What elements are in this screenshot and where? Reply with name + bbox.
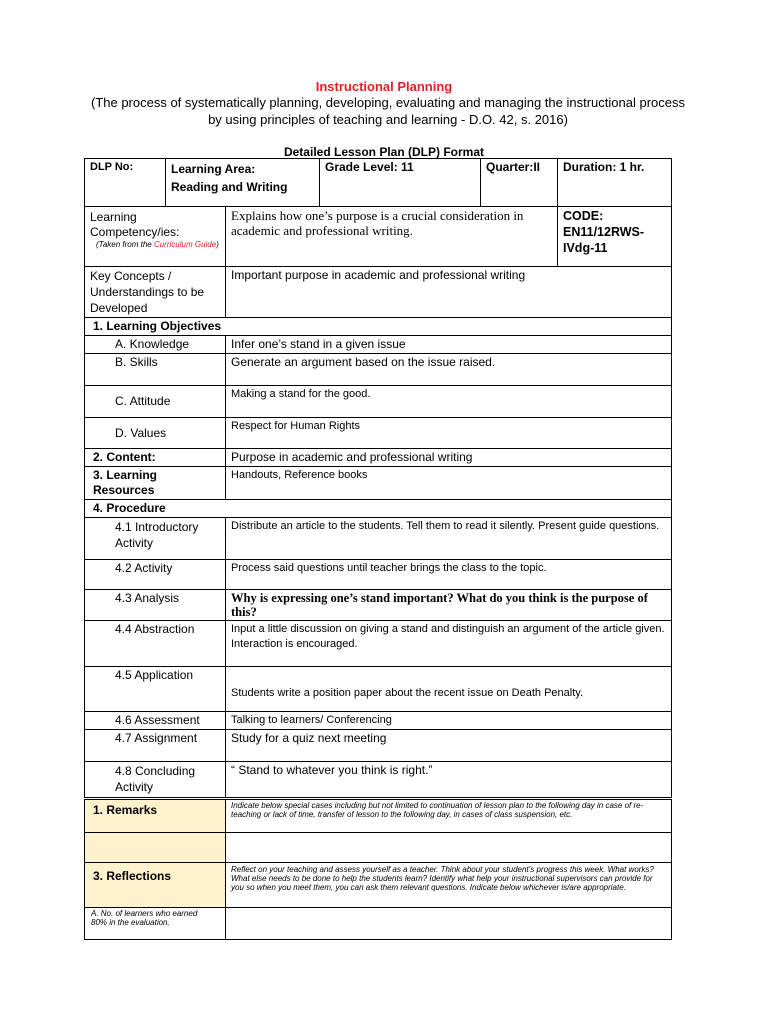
grade-level: Grade Level: 11 — [320, 159, 481, 207]
procedure-heading: 4. Procedure — [85, 500, 672, 518]
objective-value: Infer one’s stand in a given issue — [226, 336, 672, 354]
dlp-format-title: Detailed Lesson Plan (DLP) Format — [283, 145, 485, 159]
competency-code — [558, 207, 672, 267]
content-label: 2. Content: — [85, 449, 226, 467]
resources-label: 3. Learning Resources — [85, 467, 226, 500]
procedure-label: 4.8 Concluding Activity — [85, 762, 226, 798]
procedure-value: Process said questions until teacher brings the class to the topic. — [226, 560, 672, 590]
procedure-value: Talking to learners/ Conferencing — [226, 712, 672, 730]
reflections-label: 3. Reflections — [85, 863, 226, 908]
objective-label: C. Attitude — [85, 386, 226, 418]
code-value: EN11/12RWS-IVdg-11 — [563, 225, 645, 255]
page-subtitle: (The process of systematically planning, developing, evaluating and managing the instructional process by using principles of teaching and learning - D.O. 42, s. 2016) — [90, 95, 685, 127]
remarks-input[interactable] — [226, 833, 672, 863]
procedure-value: Students write a position paper about the recent issue on Death Penalty. — [226, 667, 672, 712]
remarks-note: Indicate below special cases including but not limited to continuation of lesson plan to the following day in case of re-teaching or lack of time, transfer of lesson to the following day, in cases of class suspension, etc. — [226, 800, 672, 833]
page-title: Instructional Planning — [315, 79, 453, 94]
content-value: Purpose in academic and professional writing — [226, 449, 672, 467]
procedure-value: Study for a quiz next meeting — [226, 730, 672, 762]
objective-label: B. Skills — [85, 354, 226, 386]
resources-value: Handouts, Reference books — [226, 467, 672, 500]
competency-label: Learning Competency/ies: — [90, 210, 180, 239]
reflections-note: Reflect on your teaching and assess yourself as a teacher. Think about your student’s progress this week. What works? What else needs to be done to help the students learn? Identify what help your instructional supervisors can provide for you so when you meet them, you can ask them relevant questions. Indicate below whichever is/are appropriate. — [226, 863, 672, 908]
learning-area-label: Learning Area: — [171, 162, 256, 176]
duration: Duration: 1 hr. — [558, 159, 672, 207]
procedure-label: 4.7 Assignment — [85, 730, 226, 762]
procedure-label: 4.2 Activity — [85, 560, 226, 590]
objective-value: Making a stand for the good. — [226, 386, 672, 418]
remarks-space — [85, 833, 226, 863]
procedure-value: “ Stand to whatever you think is right.” — [226, 762, 672, 798]
procedure-value: Distribute an article to the students. Tell them to read it silently. Present guide questions. — [226, 518, 672, 560]
curriculum-guide-link: Curriculum Guide — [153, 240, 217, 249]
dlp-info-table — [84, 158, 672, 207]
lesson-plan-table — [84, 206, 672, 798]
procedure-label: 4.5 Application — [85, 667, 226, 712]
procedure-label: 4.4 Abstraction — [85, 621, 226, 667]
quarter: Quarter:II — [481, 159, 558, 207]
learning-area-cell — [166, 159, 320, 207]
procedure-value: Why is expressing one’s stand important? What do you think is the purpose of this? — [226, 590, 672, 621]
objective-value: Generate an argument based on the issue raised. — [226, 354, 672, 386]
objective-value: Respect for Human Rights — [226, 418, 672, 449]
objective-label: A. Knowledge — [85, 336, 226, 354]
remarks-label: 1. Remarks — [85, 800, 226, 833]
dlp-no-label: DLP No: — [85, 159, 166, 207]
remarks-table — [84, 799, 672, 940]
competency-label-cell — [85, 207, 226, 267]
procedure-label: 4.1 Introductory Activity — [85, 518, 226, 560]
procedure-value: Input a little discussion on giving a stand and distinguish an argument of the article given. Interaction is encouraged. — [226, 621, 672, 667]
objectives-heading: 1. Learning Objectives — [85, 318, 672, 336]
objective-label: D. Values — [85, 418, 226, 449]
procedure-label: 4.6 Assessment — [85, 712, 226, 730]
key-concepts-value: Important purpose in academic and professional writing — [226, 267, 672, 318]
learners-input[interactable] — [226, 908, 672, 940]
learners-label: A. No. of learners who earned 80% in the evaluation. — [85, 908, 226, 940]
key-concepts-label: Key Concepts / Understandings to be Developed — [85, 267, 226, 318]
code-label: CODE: — [563, 209, 604, 223]
competency-value: Explains how one’s purpose is a crucial consideration in academic and professional writing. — [226, 207, 558, 267]
procedure-label: 4.3 Analysis — [85, 590, 226, 621]
curriculum-note: (Taken from the Curriculum Guide) — [96, 240, 219, 249]
learning-area-value: Reading and Writing — [171, 180, 288, 194]
